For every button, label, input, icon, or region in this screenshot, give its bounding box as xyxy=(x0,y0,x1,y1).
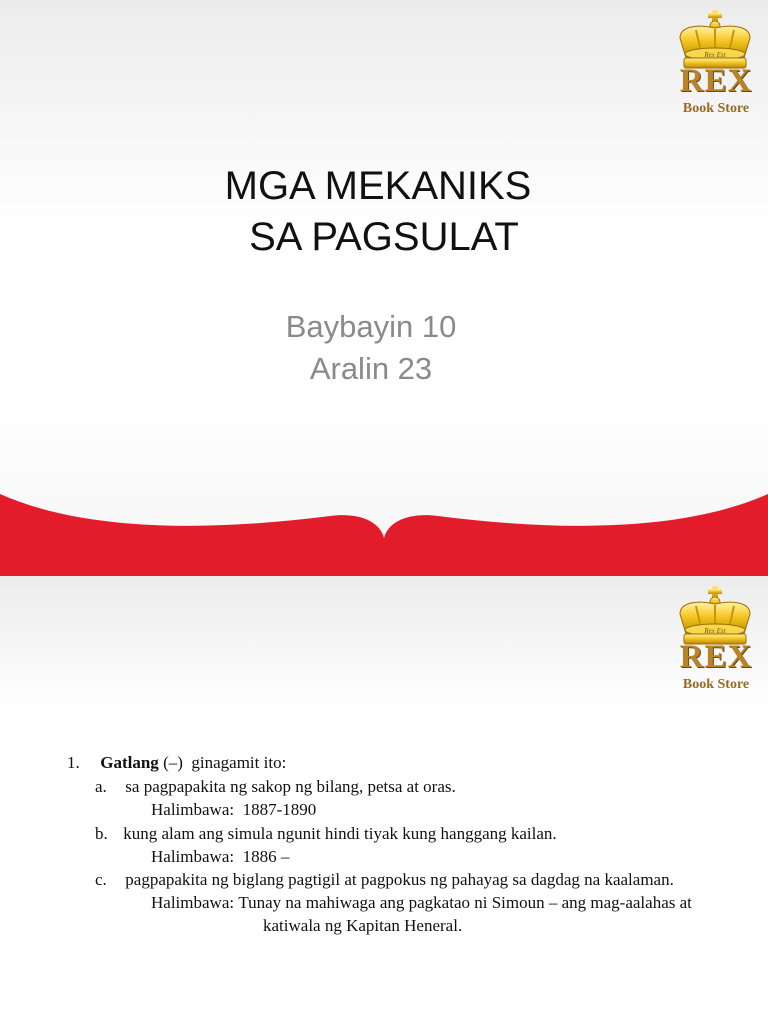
content-slide xyxy=(0,576,768,1024)
title-line-1: MGA MEKANIKS xyxy=(224,164,532,208)
example-b xyxy=(151,847,289,867)
subitem-letter: b. xyxy=(95,824,108,843)
subtitle-line-1: Baybayin 10 xyxy=(285,309,457,344)
list-item-1 xyxy=(67,753,286,773)
crown-motto: Rex Est xyxy=(704,627,726,635)
item-intro: ginagamit ito: xyxy=(191,753,287,772)
item-number: 1. xyxy=(67,753,80,772)
example-value: 1886 – xyxy=(242,847,290,866)
crown-motto: Rex Est xyxy=(704,51,726,59)
subitem-a xyxy=(95,777,456,797)
logo-name: REX xyxy=(679,639,753,675)
subitem-c xyxy=(95,870,674,890)
example-value: 1887-1890 xyxy=(242,800,317,819)
example-label: Halimbawa: xyxy=(151,893,235,912)
subitem-text: pagpapakita ng biglang pagtigil at pagpokus ng pahayag sa dagdag na kaalaman. xyxy=(125,870,674,889)
example-c-continued: katiwala ng Kapitan Heneral. xyxy=(263,916,463,935)
subitem-text: sa pagpapakita ng sakop ng bilang, petsa at oras. xyxy=(125,777,456,796)
logo-name: REX xyxy=(679,63,753,99)
crown-icon xyxy=(664,584,768,646)
subitem-letter: a. xyxy=(95,777,107,796)
title-line-2: SA PAGSULAT xyxy=(249,215,519,259)
example-value: Tunay na mahiwaga ang pagkatao ni Simoun – ang mag-aalahas at xyxy=(238,893,692,912)
example-label: Halimbawa: xyxy=(151,847,235,866)
item-symbol: (–) xyxy=(163,753,183,772)
logo-subtitle: Book Store xyxy=(682,101,750,116)
red-wave-banner xyxy=(0,470,768,576)
logo-subtitle: Book Store xyxy=(682,677,750,692)
crown-icon xyxy=(664,8,768,70)
subitem-letter: c. xyxy=(95,870,107,889)
subtitle-line-2: Aralin 23 xyxy=(309,351,433,386)
rex-logo xyxy=(664,8,768,118)
subitem-text: kung alam ang simula ngunit hindi tiyak kung hanggang kailan. xyxy=(123,824,557,843)
example-c xyxy=(151,893,692,913)
rex-logo xyxy=(664,584,768,694)
example-label: Halimbawa: xyxy=(151,800,235,819)
example-a xyxy=(151,800,316,820)
subitem-b xyxy=(95,824,557,844)
item-term: Gatlang xyxy=(100,753,159,772)
